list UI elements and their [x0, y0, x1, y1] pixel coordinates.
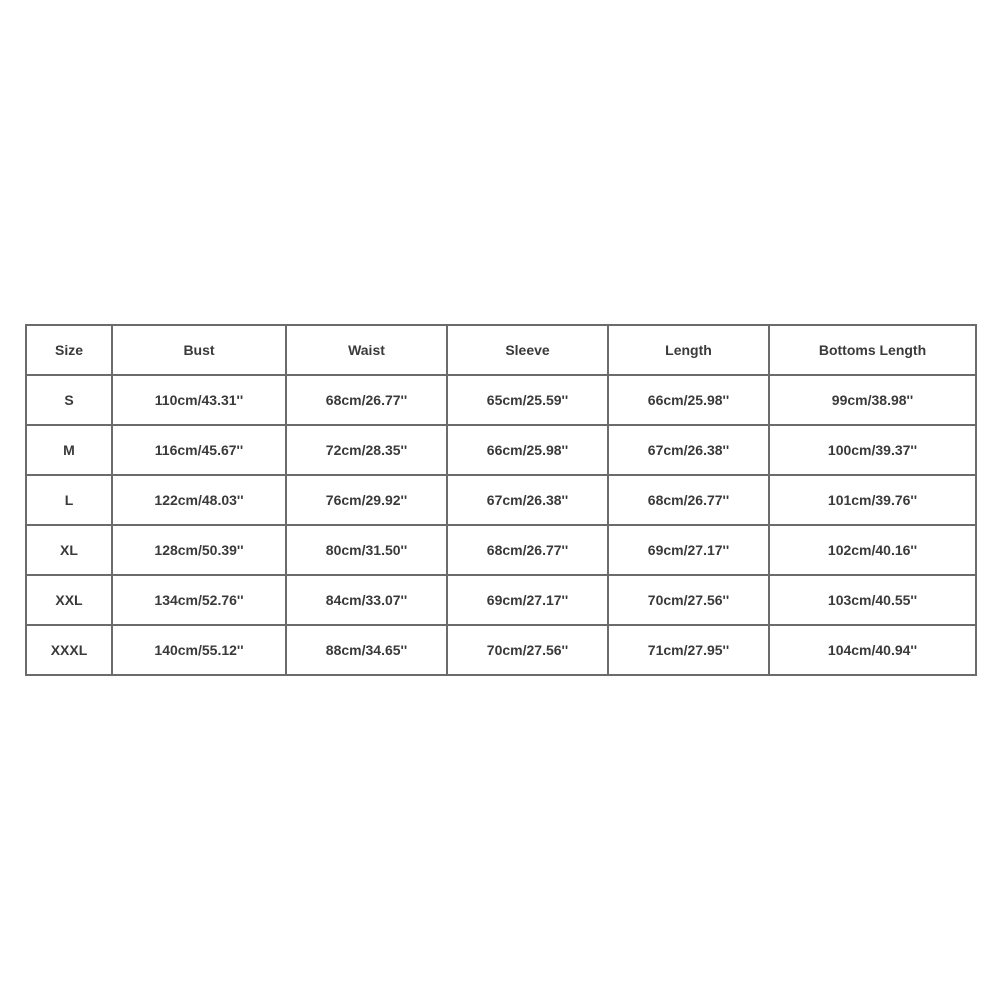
- table-row: [26, 425, 976, 475]
- header-bottoms-length: Bottoms Length: [769, 325, 976, 375]
- size-chart-container: [25, 324, 975, 676]
- sleeve-cell: 65cm/25.59'': [447, 375, 608, 425]
- header-waist: Waist: [286, 325, 447, 375]
- length-cell: 67cm/26.38'': [608, 425, 769, 475]
- table-row: [26, 625, 976, 675]
- header-bust: Bust: [112, 325, 286, 375]
- size-cell: XXL: [26, 575, 112, 625]
- sleeve-cell: 69cm/27.17'': [447, 575, 608, 625]
- bottoms-length-cell: 103cm/40.55'': [769, 575, 976, 625]
- size-chart-table: [25, 324, 977, 676]
- header-sleeve: Sleeve: [447, 325, 608, 375]
- waist-cell: 88cm/34.65'': [286, 625, 447, 675]
- waist-cell: 68cm/26.77'': [286, 375, 447, 425]
- length-cell: 68cm/26.77'': [608, 475, 769, 525]
- bust-cell: 134cm/52.76'': [112, 575, 286, 625]
- length-cell: 71cm/27.95'': [608, 625, 769, 675]
- size-cell: XL: [26, 525, 112, 575]
- length-cell: 70cm/27.56'': [608, 575, 769, 625]
- bust-cell: 122cm/48.03'': [112, 475, 286, 525]
- bottoms-length-cell: 100cm/39.37'': [769, 425, 976, 475]
- bust-cell: 128cm/50.39'': [112, 525, 286, 575]
- header-row: [26, 325, 976, 375]
- waist-cell: 84cm/33.07'': [286, 575, 447, 625]
- bust-cell: 110cm/43.31'': [112, 375, 286, 425]
- size-cell: XXXL: [26, 625, 112, 675]
- bottoms-length-cell: 99cm/38.98'': [769, 375, 976, 425]
- waist-cell: 76cm/29.92'': [286, 475, 447, 525]
- size-cell: S: [26, 375, 112, 425]
- bottoms-length-cell: 102cm/40.16'': [769, 525, 976, 575]
- header-length: Length: [608, 325, 769, 375]
- waist-cell: 72cm/28.35'': [286, 425, 447, 475]
- sleeve-cell: 66cm/25.98'': [447, 425, 608, 475]
- sleeve-cell: 68cm/26.77'': [447, 525, 608, 575]
- length-cell: 66cm/25.98'': [608, 375, 769, 425]
- table-row: [26, 525, 976, 575]
- bottoms-length-cell: 104cm/40.94'': [769, 625, 976, 675]
- length-cell: 69cm/27.17'': [608, 525, 769, 575]
- table-row: [26, 475, 976, 525]
- bust-cell: 140cm/55.12'': [112, 625, 286, 675]
- sleeve-cell: 70cm/27.56'': [447, 625, 608, 675]
- size-cell: L: [26, 475, 112, 525]
- waist-cell: 80cm/31.50'': [286, 525, 447, 575]
- table-row: [26, 575, 976, 625]
- sleeve-cell: 67cm/26.38'': [447, 475, 608, 525]
- header-size: Size: [26, 325, 112, 375]
- bust-cell: 116cm/45.67'': [112, 425, 286, 475]
- size-cell: M: [26, 425, 112, 475]
- bottoms-length-cell: 101cm/39.76'': [769, 475, 976, 525]
- table-row: [26, 375, 976, 425]
